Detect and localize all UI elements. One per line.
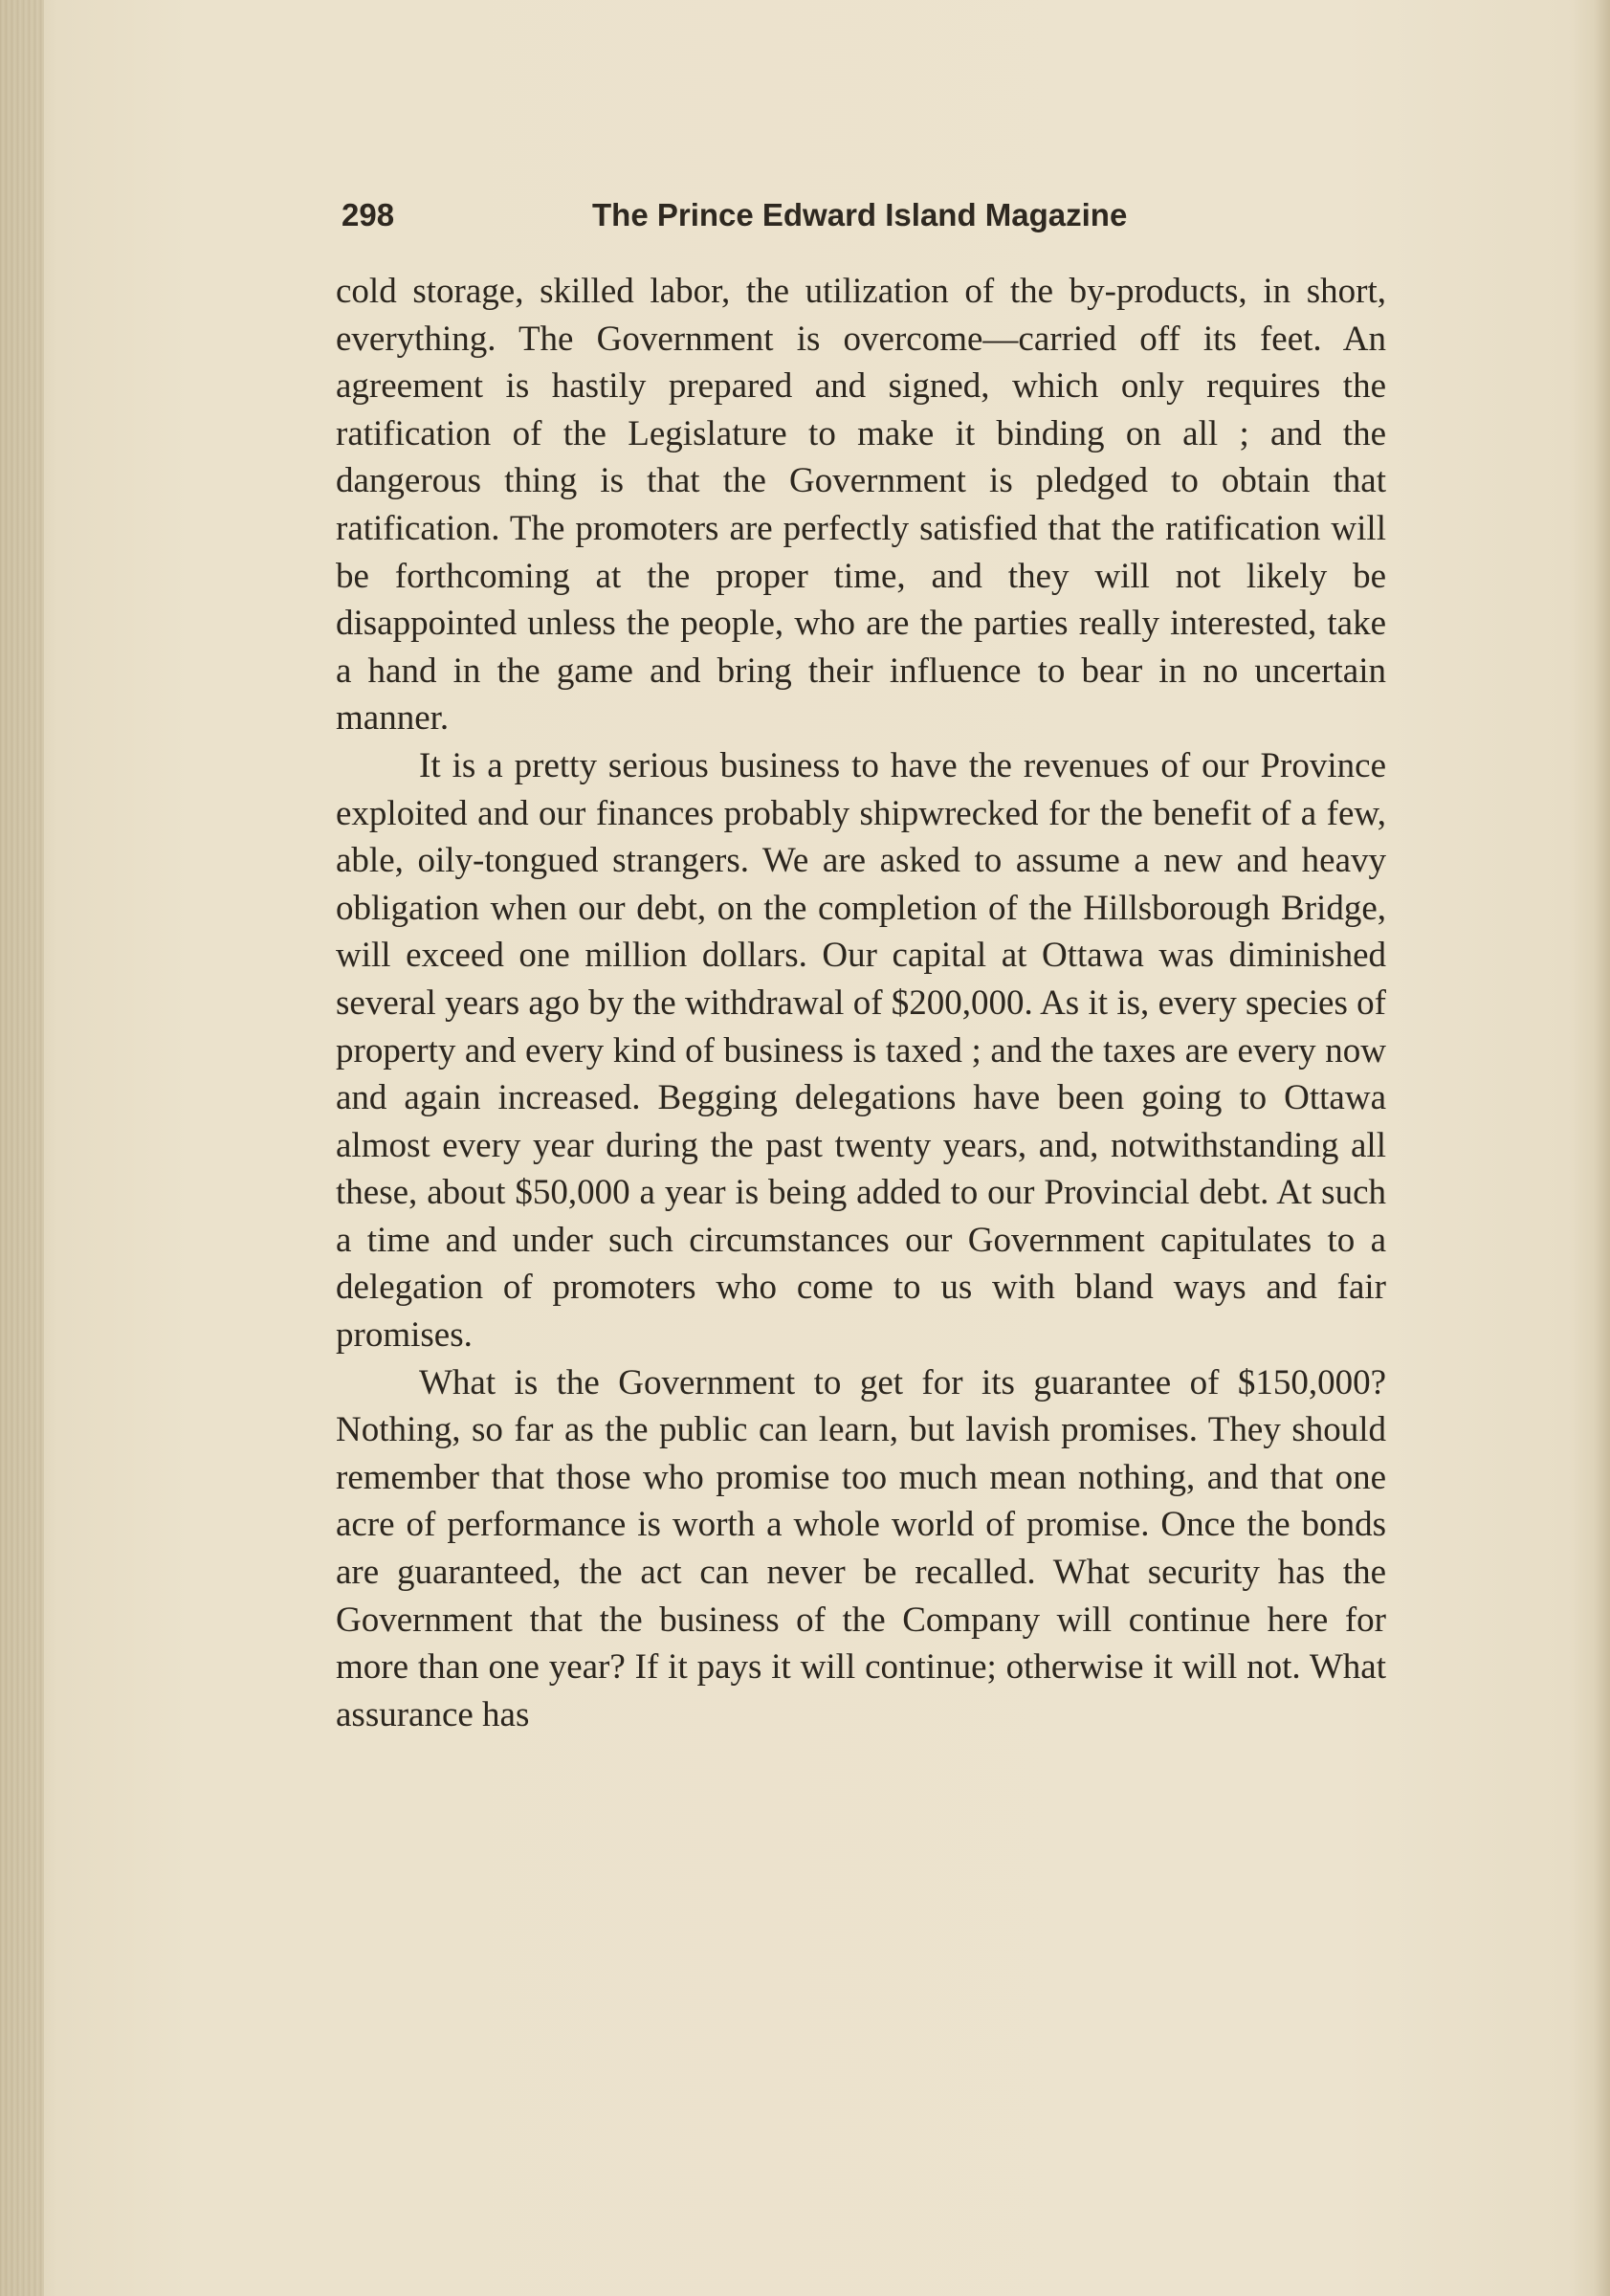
paragraph-continued: cold storage, skilled labor, the utilization of the by-products, in short, everything. The Government is overcome—carried off its feet. An agreement is hastily prepared and signed, which only requires the ratification of the Legislature to make it binding on all ; and the dangerous thing is that the Government is pledged to obtain that ratification. The promoters are perfectly satisfied that the ratification will be forthcoming at the proper time, and they will not likely be disappointed unless the people, who are the parties really interested, take a hand in the game and bring their influence to bear in no uncertain manner.	[336, 272, 1386, 739]
page-edge	[1595, 0, 1610, 2296]
running-header	[342, 197, 1202, 235]
paragraph-guarantee: What is the Government to get for its guarantee of $150,000? Nothing, so far as the public can learn, but lavish promises. They should remember that those who promise too much mean nothing, and that one acre of performance is worth a whole world of promise. Once the bonds are guaranteed, the act can never be recalled. What security has the Government that the business of the Company will continue here for more than one year? If it pays it will continue; otherwise it will not. What assurance has	[336, 1362, 1386, 1734]
book-gutter	[0, 0, 44, 2296]
article-body	[336, 268, 1386, 1738]
page-number: 298	[342, 197, 395, 232]
paragraph-revenues: It is a pretty serious business to have the revenues of our Province exploited and our finances probably shipwrecked for the benefit of a few, able, oily-tongued strangers. We are asked to assume a new and heavy obligation when our debt, on the completion of the Hillsborough Bridge, will exceed one million dollars. Our capital at Ottawa was diminished several years ago by the withdrawal of $200,000. As it is, every species of property and every kind of business is taxed ; and the taxes are every now and again increased. Begging delegations have been going to Ottawa almost every year during the past twenty years, and, notwithstanding all these, about $50,000 a year is being added to our Provincial debt. At such a time and under such circumstances our Government capitulates to a delegation of promoters who come to us with bland ways and fair promises.	[336, 745, 1386, 1356]
running-title: The Prince Edward Island Magazine	[592, 197, 1128, 232]
